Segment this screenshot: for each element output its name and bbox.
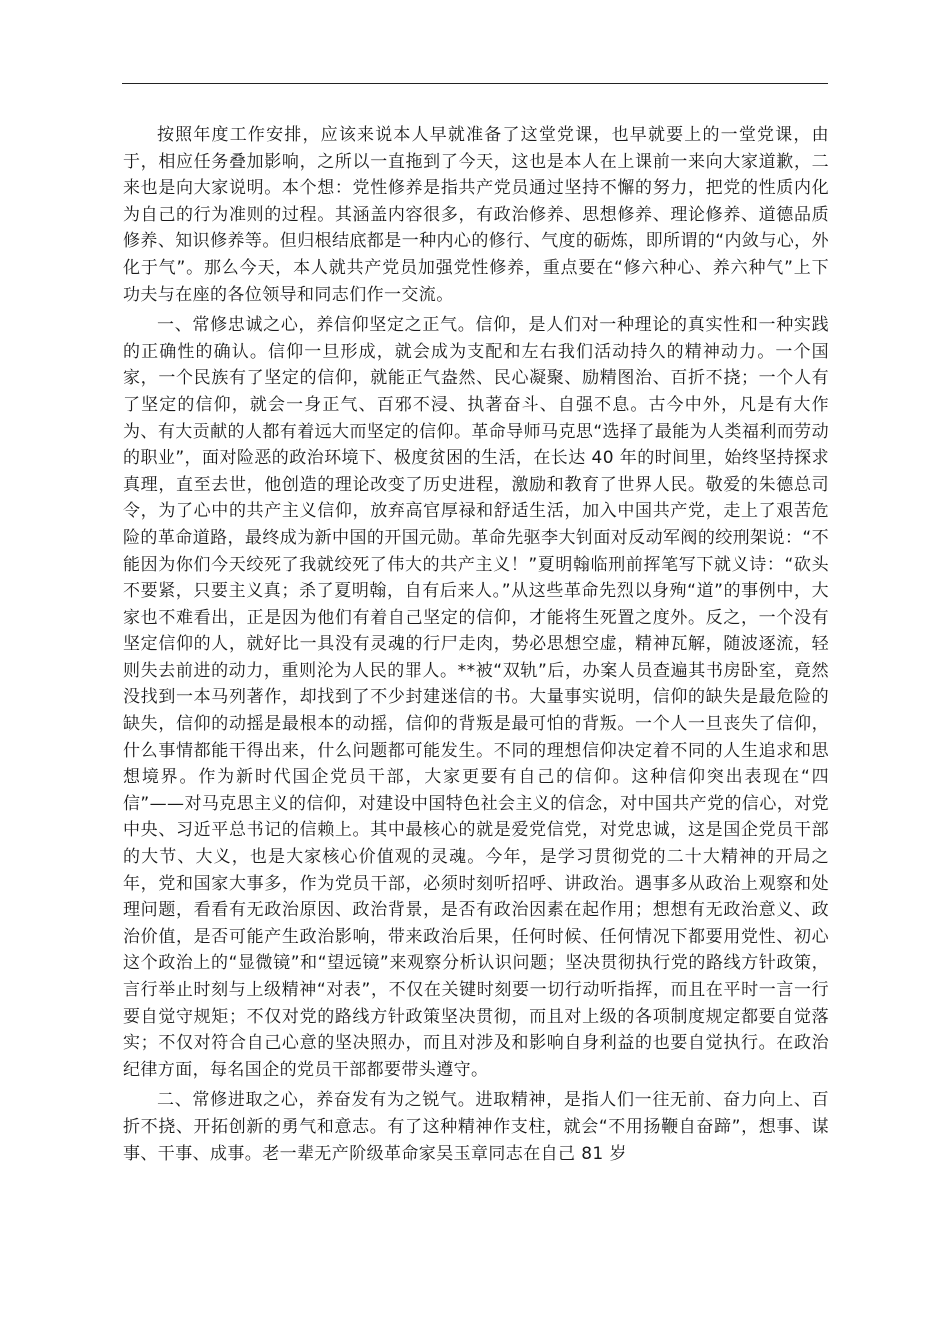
paragraph-intro: 按照年度工作安排，应该来说本人早就准备了这堂党课，也早就要上的一堂党课，由于，相应任务叠加影响，之所以一直拖到了今天，这也是本人在上课前一来向大家道歉，二来也是向大家说明。本个想：党性修养是指共产党员通过坚持不懈的努力，把党的性质内化为自己的行为准则的过程。其涵盖内容很多，有政治修养、思想修养、理论修养、道德品质修养、知识修养等。但归根结底都是一种内心的修行、气度的砺炼，即所谓的“内敛与心，外化于气”。那么今天，本人就共产党员加强党性修养，重点要在“修六种心、养六种气”上下功夫与在座的各位领导和同志们作一交流。 (123, 125, 829, 305)
paragraph-section-two: 二、常修进取之心，养奋发有为之锐气。进取精神，是指人们一往无前、奋力向上、百折不挠、开拓创新的勇气和意志。有了这种精神作支柱，就会“不用扬鞭自奋蹄”，想事、谋事、干事、成事。老一辈无产阶级革命家吴玉章同志在自己 81 岁 (123, 1090, 829, 1164)
document-body (123, 122, 829, 1171)
header-rule (122, 83, 828, 84)
paragraph-section-one: 一、常修忠诚之心，养信仰坚定之正气。信仰，是人们对一种理论的真实性和一种实践的正确性的确认。信仰一旦形成，就会成为支配和左右我们活动持久的精神动力。一个国家，一个民族有了坚定的信仰，就能正气盎然、民心凝聚、励精图治、百折不挠；一个人有了坚定的信仰，就会一身正气、百邪不浸、执著奋斗、自强不息。古今中外，凡是有大作为、有大贡献的人都有着远大而坚定的信仰。革命导师马克思“选择了最能为人类福利而劳动的职业”，面对险恶的政治环境下、极度贫困的生活，在长达 40 年的时间里，始终坚持探求真理，直至去世，他创造的理论改变了历史进程，激励和教育了世界人民。敬爱的朱德总司令，为了心中的共产主义信仰，放弃高官厚禄和舒适生活，加入中国共产党，走上了艰苦危险的革命道路，最终成为新中国的开国元勋。革命先驱李大钊面对反动军阀的绞刑架说：“不能因为你们今天绞死了我就绞死了伟大的共产主义！”夏明翰临刑前挥笔写下就义诗：“砍头不要紧，只要主义真；杀了夏明翰，自有后来人。”从这些革命先烈以身殉“道”的事例中，大家也不难看出，正是因为他们有着自己坚定的信仰，才能将生死置之度外。反之，一个没有坚定信仰的人，就好比一具没有灵魂的行尸走肉，势必思想空虚，精神瓦解，随波逐流，轻则失去前进的动力，重则沦为人民的罪人。**被“双轨”后，办案人员查遍其书房卧室，竟然没找到一本马列著作，却找到了不少封建迷信的书。大量事实说明，信仰的缺失是最危险的缺失，信仰的动摇是最根本的动摇，信仰的背叛是最可怕的背叛。一个人一旦丧失了信仰，什么事情都能干得出来，什么问题都可能发生。不同的理想信仰决定着不同的人生追求和思想境界。作为新时代国企党员干部，大家更要有自己的信仰。这种信仰突出表现在“四信”——对马克思主义的信仰，对建设中国特色社会主义的信念，对中国共产党的信心，对党中央、习近平总书记的信赖上。其中最核心的就是爱党信党，对党忠诚，这是国企党员干部的大节、大义，也是大家核心价值观的灵魂。今年，是学习贯彻党的二十大精神的开局之年，党和国家大事多，作为党员干部，必须时刻听招呼、讲政治。遇事多从政治上观察和处理问题，看看有无政治原因、政治背景，是否有政治因素在起作用；想想有无政治意义、政治价值，是否可能产生政治影响，带来政治后果，任何时候、任何情况下都要用党性、初心这个政治上的“显微镜”和“望远镜”来观察分析认识问题；坚决贯彻执行党的路线方针政策，言行举止时刻与上级精神“对表”，不仅在关键时刻要一切行动听指挥，而且在平时一言一行要自觉守规矩；不仅对党的路线方针政策坚决贯彻，而且对上级的各项制度规定都要自觉落实；不仅对符合自己心意的坚决照办，而且对涉及和影响自身利益的也要自觉执行。在政治纪律方面，每名国企的党员干部都要带头遵守。 (123, 315, 829, 1080)
